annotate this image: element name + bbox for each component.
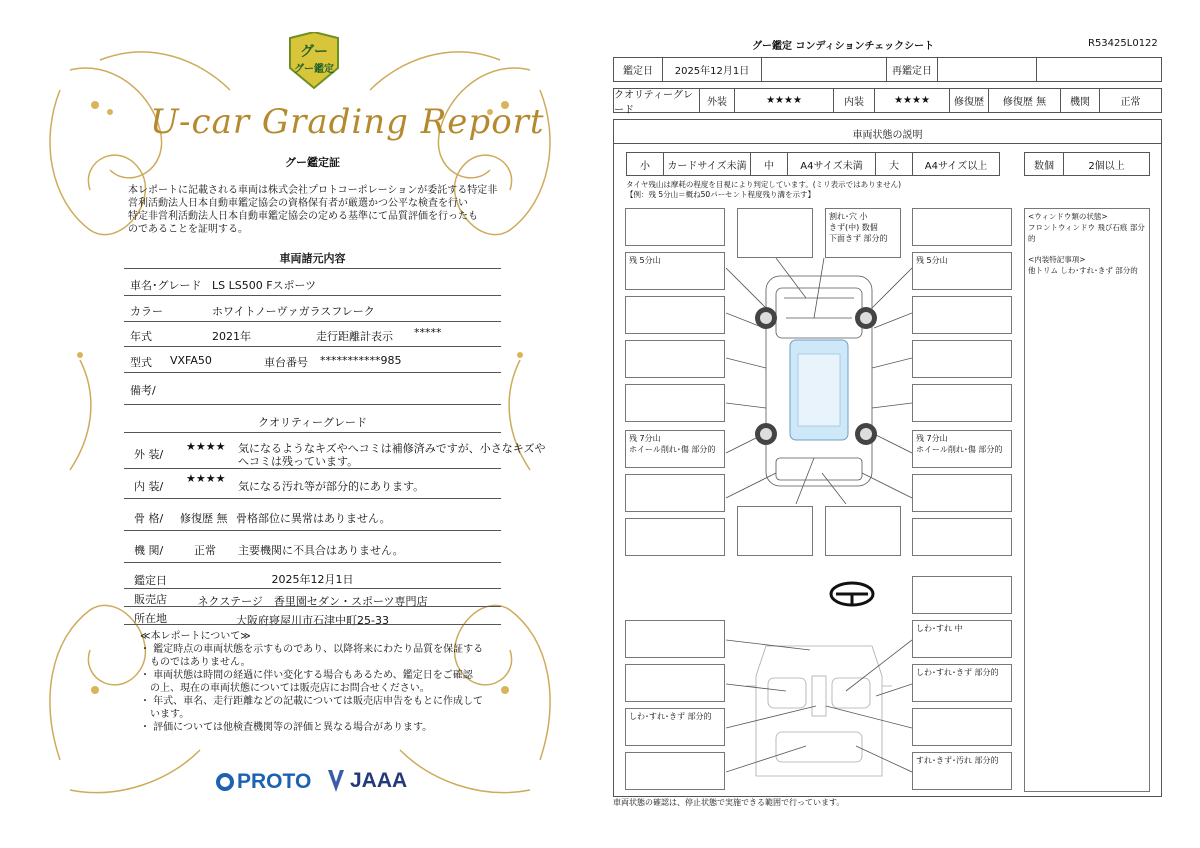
condition-box — [625, 752, 725, 790]
condition-box — [625, 208, 725, 246]
divider — [124, 295, 501, 296]
year-value: 2021年 — [212, 330, 251, 343]
condition-box — [825, 506, 901, 556]
condition-box — [912, 208, 1012, 246]
steering-wheel-icon — [828, 580, 876, 608]
color-value: ホワイトノーヴァガラスフレーク — [212, 305, 375, 318]
condition-box — [912, 576, 1012, 614]
interior-box: しわ･すれ･きず 部分的 — [912, 664, 1012, 702]
interior-box: しわ･すれ･きず 部分的 — [625, 708, 725, 746]
underbody-box: 割れ･穴 小 きず(中) 数個 下面きず 部分的 — [825, 208, 901, 258]
appraisal-date-value: 2025年12月1日 — [271, 573, 354, 586]
condition-box — [625, 664, 725, 702]
int-stars: ★★★★ — [874, 88, 950, 113]
tire-box-rear-right: 残 7分山 ホイール削れ･傷 部分的 — [912, 430, 1012, 468]
tire-box-front-right: 残 5分山 — [912, 252, 1012, 290]
spec-section-title: 車両諸元内容 — [279, 252, 346, 265]
tire-note: タイヤ残山は摩耗の程度を目視により判定しています。(ミリ表示ではありません) 【例：残 5分山＝概ね50パーセント程度残り溝を示す】 — [626, 180, 902, 199]
interior-box: すれ･きず･汚れ 部分的 — [912, 752, 1012, 790]
car-interior-diagram — [726, 636, 912, 786]
special-notes-box: <ウィンドウ類の状態> フロントウィンドウ 飛び石痕 部分的 <内装特記事項> 他トリム しわ･すれ･きず 部分的 — [1024, 208, 1150, 792]
grade-section-title: クオリティーグレード — [258, 416, 367, 429]
condition-title: 車両状態の説明 — [852, 130, 923, 141]
report-notes: ≪本レポートについて≫ ・ 鑑定時点の車両状態を示すものであり、以降将来にわたり品質を保証する ものではありません。 ・ 車両状態は時間の経過に伴い変化する場合もあるため、鑑定日をご確認 の上、現在の車両状態については販売店にお問合せください。 ・ 年式、車名、走行距離などの記載については販売店申告をもとに作成して います。 ・ 評価については他検査機関等の評価と異なる場合があります。 — [140, 631, 484, 733]
year-label: 年式 — [130, 330, 152, 343]
certificate-intro: 本レポートに記載される車両は株式会社プロトコーポレーションが委託する特定非 営利活動法人日本自動車鑑定協会の資格保有者が厳選かつ公平な検査を行い 特定非営利活動法人日本自動車鑑定協会の定める基準にて品質評価を行ったも のであることを証明する。 — [128, 185, 498, 235]
car-name-label: 車名･グレード — [130, 279, 202, 292]
chassis-value: ***********985 — [320, 354, 402, 367]
sheet-footer: 車両状態の確認は、停止状態で実施できる範囲で行っています。 — [613, 798, 845, 807]
address-label: 所在地 — [134, 612, 167, 625]
model-value: VXFA50 — [170, 354, 212, 367]
divider — [124, 404, 501, 405]
address-value: 大阪府寝屋川市石津中町25-33 — [236, 614, 389, 627]
exterior-stars: ★★★★ — [186, 440, 226, 453]
condition-box — [912, 708, 1012, 746]
goo-kantei-emblem — [286, 32, 342, 90]
chassis-label: 車台番号 — [264, 356, 308, 369]
ext-stars: ★★★★ — [734, 88, 834, 113]
dealer-value: ネクステージ 香里園セダン・スポーツ専門店 — [197, 595, 428, 608]
dealer-label: 販売店 — [134, 593, 167, 606]
divider — [124, 346, 501, 347]
mileage-label: 走行距離計表示 — [316, 330, 393, 343]
divider — [124, 562, 501, 563]
car-top-view-diagram — [726, 258, 912, 504]
condition-box — [625, 518, 725, 556]
divider — [124, 268, 501, 269]
divider — [124, 498, 501, 499]
tire-box-front-left: 残 5分山 — [625, 252, 725, 290]
appraisal-date-label: 鑑定日 — [134, 574, 167, 587]
divider — [124, 606, 501, 607]
car-name-value: LS LS500 Fスポーツ — [212, 279, 317, 292]
condition-box — [912, 474, 1012, 512]
svg-text:グー: グー — [300, 43, 328, 59]
condition-box — [912, 518, 1012, 556]
condition-box — [625, 384, 725, 422]
condition-box — [737, 208, 813, 258]
interior-box: しわ･すれ 中 — [912, 620, 1012, 658]
divider — [613, 143, 1162, 144]
condition-box — [912, 340, 1012, 378]
condition-box — [912, 384, 1012, 422]
divider — [124, 432, 501, 433]
sheet-title: グー鑑定 コンディションチェックシート — [752, 41, 935, 52]
divider — [124, 372, 501, 373]
condition-box — [737, 506, 813, 556]
certificate-title: グー鑑定証 — [285, 156, 340, 169]
svg-text:グー鑑定: グー鑑定 — [294, 64, 334, 75]
color-label: カラー — [130, 305, 163, 318]
remarks-label: 備考/ — [130, 384, 156, 397]
sheet-id: R53425L0122 — [1088, 38, 1158, 49]
divider — [124, 588, 501, 589]
divider — [124, 624, 501, 625]
grading-certificate: グー グー鑑定 U-car Grading Report グー鑑定証 本レポートに記載される車両は株式会社プロトコーポレーションが委託する特定非 営利活動法人日本自動車鑑定協会の資格保有者が厳選かつ公平な検査を行い 特定非営利活動法人日本自動車鑑定協会の定める基準にて品質評価を行ったも のであることを証明する。 車両諸元内容 車名･グレード LS LS500 Fスポーツ カラー ホワイトノーヴァガラスフレーク 年式 2021年 走行距離計表示 ***** 型式 VXFA50 車台番号 ***********985 備考/ クオリティーグレード 外 装/ ★★★★ 気になるようなキズやへコミは補修済みですが、小さなキズや へコミは残っています。 内 装/ ★★★★ 気になる汚れ等が部分的にあります。 骨 格/ 修復歴 無 骨格部位に異常はありません。 機 関/ 正常 主要機関に不具合はありません。 鑑定日 2025年12月1日 販売店 ネクステージ 香里園セダン・スポーツ専門店 所在地 大阪府寝屋川市石津中町25-33 ≪本レポートについて≫ ・ 鑑定時点の車両状態を示すものであり、以降将来にわたり品質を保証する ものではありません。 ・ 車両状態は時間の経過に伴い変化する場合もあるため、鑑定日をご確認 の上、現在の車両状態については販売店にお問合せください。 ・ 年式、車名、走行距離などの記載については販売店申告をもとに作成して います。 ・ 評価については他検査機関等の評価と異なる場合があります。 PROTO JAAA — [0, 0, 600, 848]
condition-box — [625, 340, 725, 378]
condition-box — [625, 474, 725, 512]
jaaa-logo: JAAA — [326, 768, 407, 794]
condition-box — [625, 296, 725, 334]
mileage-value: ***** — [414, 326, 442, 339]
report-script-title: U-car Grading Report — [150, 102, 545, 142]
model-label: 型式 — [130, 356, 152, 369]
divider — [124, 321, 501, 322]
condition-box — [625, 620, 725, 658]
interior-stars: ★★★★ — [186, 472, 226, 485]
divider — [124, 530, 501, 531]
tire-box-rear-left: 残 7分山 ホイール削れ･傷 部分的 — [625, 430, 725, 468]
condition-box — [912, 296, 1012, 334]
proto-logo: PROTO — [216, 770, 311, 794]
divider — [124, 468, 501, 469]
